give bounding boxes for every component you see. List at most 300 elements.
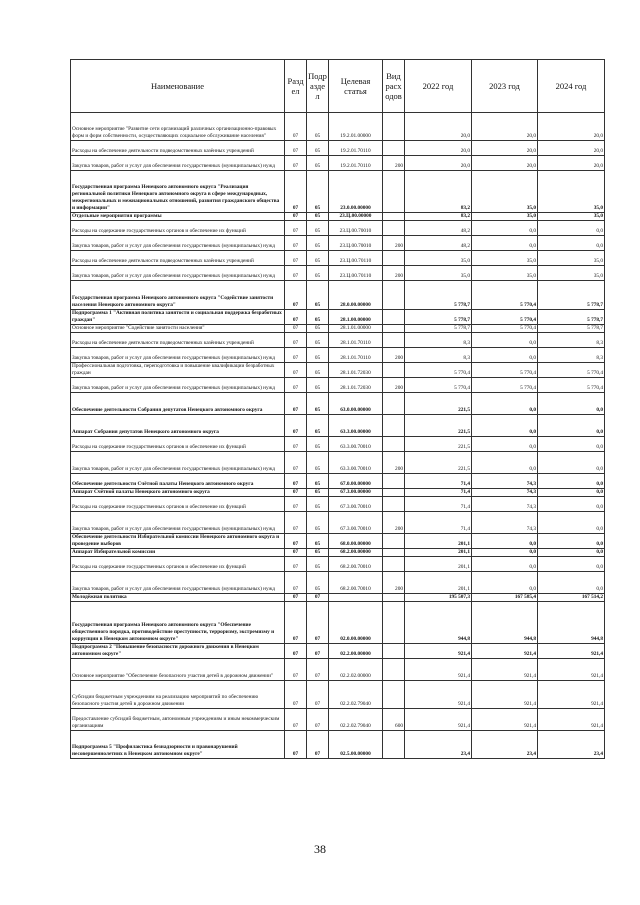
table-cell-razdel: 07 [285, 512, 307, 534]
table-cell-target: 28.1.01.00000 [329, 325, 383, 333]
table-cell-vid: 200 [383, 572, 405, 594]
table-cell-2024: 35,0 [538, 251, 605, 266]
table-cell-vid [383, 594, 405, 602]
table-cell-razdel: 07 [285, 437, 307, 452]
table-cell-podrazdel: 05 [307, 221, 329, 236]
table-cell-vid: 600 [383, 709, 405, 731]
table-cell-podrazdel: 07 [307, 602, 329, 644]
table-cell-razdel: 07 [285, 659, 307, 681]
header-2023: 2023 год [472, 60, 538, 113]
table-cell-2023: 0,0 [472, 437, 538, 452]
table-cell-2023: 5 770,4 [472, 310, 538, 325]
table-cell-target: 63.3.00.70010 [329, 437, 383, 452]
table-cell-vid [383, 557, 405, 572]
table-row [71, 363, 605, 378]
table-cell-target: 02.0.00.00000 [329, 602, 383, 644]
table-cell-2024: 0,0 [538, 489, 605, 497]
table-cell-2024: 921,4 [538, 659, 605, 681]
table-cell-name: Предоставление субсидий бюджетным, автономным учреждениям и иным некоммерческим организациям [71, 709, 285, 731]
table-cell-2022: 48,2 [405, 221, 472, 236]
table-row [71, 557, 605, 572]
table-cell-name: Подпрограмма 1 "Активная политика занятости и социальная поддержка безработных граждан" [71, 310, 285, 325]
table-cell-2022: 201,1 [405, 534, 472, 549]
table-row [71, 437, 605, 452]
table-cell-vid [383, 363, 405, 378]
table-cell-podrazdel: 05 [307, 171, 329, 213]
table-cell-podrazdel: 05 [307, 363, 329, 378]
table-cell-vid [383, 171, 405, 213]
table-row [71, 602, 605, 644]
table-cell-target: 28.1.01.70110 [329, 348, 383, 363]
table-cell-2023: 167 585,4 [472, 594, 538, 602]
table-cell-vid [383, 489, 405, 497]
table-cell-name: Профессиональная подготовка, переподготовка и повышение квалификации безработных граждан [71, 363, 285, 378]
table-cell-2023: 921,4 [472, 659, 538, 681]
table-cell-target: 23.Ц.00.70010 [329, 221, 383, 236]
table-cell-razdel: 07 [285, 156, 307, 171]
table-cell-2022: 8,3 [405, 333, 472, 348]
table-cell-podrazdel: 07 [307, 709, 329, 731]
table-cell-name: Расходы на обеспечение деятельности подведомственных казённых учреждений [71, 141, 285, 156]
table-cell-razdel: 07 [285, 113, 307, 141]
table-cell-vid [383, 310, 405, 325]
table-row [71, 333, 605, 348]
table-cell-podrazdel: 07 [307, 594, 329, 602]
table-cell-razdel: 07 [285, 474, 307, 489]
table-cell-2024: 20,0 [538, 113, 605, 141]
table-cell-2023: 921,4 [472, 681, 538, 709]
table-cell-razdel: 07 [285, 594, 307, 602]
table-cell-razdel: 07 [285, 171, 307, 213]
table-cell-vid [383, 497, 405, 512]
table-cell-vid: 200 [383, 512, 405, 534]
header-target: Целевая статья [329, 60, 383, 113]
table-cell-podrazdel: 05 [307, 549, 329, 557]
table-cell-vid: 200 [383, 266, 405, 281]
table-cell-name: Основное мероприятие "Обеспечение безопасного участия детей в дорожном движении" [71, 659, 285, 681]
table-cell-target: 02.2.00.00000 [329, 644, 383, 659]
table-cell-razdel: 07 [285, 236, 307, 251]
table-row [71, 113, 605, 141]
table-cell-2024: 35,0 [538, 213, 605, 221]
table-cell-podrazdel: 07 [307, 659, 329, 681]
table-cell-razdel: 07 [285, 452, 307, 474]
table-cell-2024: 167 514,2 [538, 594, 605, 602]
header-vid: Вид расх одов [383, 60, 405, 113]
table-cell-2022: 921,4 [405, 644, 472, 659]
table-cell-2023: 35,0 [472, 266, 538, 281]
table-cell-razdel: 07 [285, 310, 307, 325]
table-cell-podrazdel: 05 [307, 213, 329, 221]
table-cell-2023: 0,0 [472, 452, 538, 474]
table-cell-2024: 0,0 [538, 221, 605, 236]
table-cell-razdel: 07 [285, 363, 307, 378]
table-row [71, 474, 605, 489]
table-cell-podrazdel: 05 [307, 489, 329, 497]
table-cell-podrazdel: 05 [307, 281, 329, 310]
table-cell-podrazdel: 05 [307, 415, 329, 437]
table-row [71, 415, 605, 437]
table-cell-vid [383, 325, 405, 333]
table-cell-2024: 35,0 [538, 266, 605, 281]
table-cell-vid [383, 437, 405, 452]
table-row [71, 512, 605, 534]
table-cell-podrazdel: 05 [307, 251, 329, 266]
table-cell-vid: 200 [383, 348, 405, 363]
table-cell-name: Закупка товаров, работ и услуг для обеспечения государственных (муниципальных) нужд [71, 156, 285, 171]
table-cell-2023: 74,3 [472, 474, 538, 489]
table-cell-2023: 5 770,4 [472, 363, 538, 378]
table-cell-2023: 0,0 [472, 572, 538, 594]
table-cell-podrazdel: 07 [307, 731, 329, 759]
table-cell-target: 02.2.02.79040 [329, 709, 383, 731]
table-cell-razdel: 07 [285, 141, 307, 156]
table-cell-2023: 0,0 [472, 557, 538, 572]
table-row [71, 731, 605, 759]
table-cell-target [329, 594, 383, 602]
table-cell-2022: 221,5 [405, 437, 472, 452]
table-cell-2023: 921,4 [472, 709, 538, 731]
table-cell-2024: 5 778,7 [538, 325, 605, 333]
table-cell-vid [383, 213, 405, 221]
table-cell-razdel: 07 [285, 731, 307, 759]
table-cell-2024: 0,0 [538, 534, 605, 549]
table-cell-target: 67.3.00.00000 [329, 489, 383, 497]
table-cell-vid [383, 141, 405, 156]
table-cell-2022: 8,3 [405, 348, 472, 363]
table-cell-2024: 20,0 [538, 156, 605, 171]
table-cell-2023: 0,0 [472, 236, 538, 251]
table-cell-2023: 74,3 [472, 497, 538, 512]
table-cell-podrazdel: 05 [307, 236, 329, 251]
table-row [71, 644, 605, 659]
table-cell-2024: 921,4 [538, 709, 605, 731]
table-cell-2022: 944,8 [405, 602, 472, 644]
table-cell-vid [383, 549, 405, 557]
table-cell-2022: 20,0 [405, 113, 472, 141]
table-cell-name: Государственная программа Ненецкого автономного округа "Обеспечение общественного порядка, противодействие преступности, терроризму, экстремизму и коррупции в Ненецком автономном округе" [71, 602, 285, 644]
table-cell-2024: 0,0 [538, 497, 605, 512]
table-cell-target: 67.3.00.70010 [329, 512, 383, 534]
table-cell-2024: 921,4 [538, 644, 605, 659]
table-cell-name: Обеспечение деятельности Избирательной комиссии Ненецкого автономного округа и проведение выборов [71, 534, 285, 549]
table-cell-razdel: 07 [285, 489, 307, 497]
table-cell-2023: 74,3 [472, 512, 538, 534]
table-row [71, 572, 605, 594]
table-cell-razdel: 07 [285, 549, 307, 557]
table-cell-2022: 48,2 [405, 236, 472, 251]
table-row [71, 489, 605, 497]
table-cell-podrazdel: 05 [307, 572, 329, 594]
table-row [71, 310, 605, 325]
table-cell-podrazdel: 05 [307, 113, 329, 141]
table-cell-2024: 0,0 [538, 452, 605, 474]
table-cell-razdel: 07 [285, 572, 307, 594]
table-cell-razdel: 07 [285, 281, 307, 310]
table-cell-razdel: 07 [285, 393, 307, 415]
table-cell-target: 28.1.00.00000 [329, 310, 383, 325]
table-cell-2023: 35,0 [472, 251, 538, 266]
table-cell-2023: 0,0 [472, 333, 538, 348]
header-razdel: Разд ел [285, 60, 307, 113]
table-cell-vid: 200 [383, 236, 405, 251]
budget-table [70, 59, 605, 759]
table-cell-2022: 71,4 [405, 512, 472, 534]
header-2022: 2022 год [405, 60, 472, 113]
table-cell-vid: 200 [383, 378, 405, 393]
table-cell-2024: 8,3 [538, 333, 605, 348]
table-cell-vid [383, 659, 405, 681]
table-cell-2022: 221,5 [405, 452, 472, 474]
table-cell-2022: 20,0 [405, 141, 472, 156]
table-cell-name: Основное мероприятие "Содействие занятости населения" [71, 325, 285, 333]
table-cell-2023: 944,8 [472, 602, 538, 644]
table-cell-razdel: 07 [285, 681, 307, 709]
table-cell-podrazdel: 05 [307, 452, 329, 474]
table-cell-razdel: 07 [285, 557, 307, 572]
table-cell-name: Закупка товаров, работ и услуг для обеспечения государственных (муниципальных) нужд [71, 378, 285, 393]
table-cell-name: Основное мероприятие "Развитие сети организаций различных организационно-правовых форм и форм собственности, осуществляющих социальное обслуживание населения" [71, 113, 285, 141]
table-cell-2024: 5 770,4 [538, 378, 605, 393]
table-cell-name: Государственная программа Ненецкого автономного округа "Содействие занятости населения Ненецкого автономного округа" [71, 281, 285, 310]
table-cell-2023: 0,0 [472, 549, 538, 557]
table-cell-2023: 0,0 [472, 415, 538, 437]
table-cell-name: Государственная программа Ненецкого автономного округа "Реализация региональной политики Ненецкого автономного округа в сфере международных, межрегиональных и межнациональных отношений, развития гражданского общества и информации" [71, 171, 285, 213]
table-cell-target: 68.0.00.00000 [329, 534, 383, 549]
table-cell-name: Закупка товаров, работ и услуг для обеспечения государственных (муниципальных) нужд [71, 236, 285, 251]
table-cell-2023: 0,0 [472, 534, 538, 549]
table-cell-podrazdel: 05 [307, 156, 329, 171]
table-cell-podrazdel: 05 [307, 378, 329, 393]
table-body [71, 113, 605, 759]
page-number: 38 [314, 842, 326, 856]
table-cell-razdel: 07 [285, 415, 307, 437]
table-cell-name: Подпрограмма 2 "Повышение безопасности дорожного движения в Ненецком автономном округе" [71, 644, 285, 659]
table-cell-razdel: 07 [285, 497, 307, 512]
table-cell-2023: 5 770,4 [472, 378, 538, 393]
table-cell-name: Обеспечение деятельности Собрания депутатов Ненецкого автономного округа [71, 393, 285, 415]
table-cell-2022: 83,2 [405, 171, 472, 213]
table-cell-razdel: 07 [285, 221, 307, 236]
table-cell-target: 68.2.00.70010 [329, 572, 383, 594]
table-cell-2022: 5 778,7 [405, 325, 472, 333]
table-cell-target: 68.2.00.70010 [329, 557, 383, 572]
table-cell-podrazdel: 05 [307, 325, 329, 333]
table-cell-2022: 195 507,3 [405, 594, 472, 602]
table-row [71, 221, 605, 236]
table-cell-2022: 921,4 [405, 659, 472, 681]
table-cell-target: 28.1.01.72030 [329, 378, 383, 393]
table-cell-2024: 5 778,7 [538, 310, 605, 325]
table-cell-name: Подпрограмма 5 "Профилактика безнадзорности и правонарушений несовершеннолетних в Ненецком автономном округе" [71, 731, 285, 759]
table-cell-target: 63.3.00.00000 [329, 415, 383, 437]
table-cell-2022: 71,4 [405, 489, 472, 497]
table-cell-vid [383, 602, 405, 644]
table-cell-podrazdel: 05 [307, 393, 329, 415]
table-cell-2022: 83,2 [405, 213, 472, 221]
table-cell-target: 19.2.01.70110 [329, 156, 383, 171]
table-cell-2024: 0,0 [538, 393, 605, 415]
table-cell-name: Закупка товаров, работ и услуг для обеспечения государственных (муниципальных) нужд [71, 452, 285, 474]
table-row [71, 266, 605, 281]
table-cell-2024: 23,4 [538, 731, 605, 759]
table-cell-name: Расходы на содержание государственных органов и обеспечение их функций [71, 497, 285, 512]
table-row [71, 213, 605, 221]
table-cell-2023: 35,0 [472, 213, 538, 221]
table-cell-2022: 5 778,7 [405, 281, 472, 310]
table-cell-name: Расходы на содержание государственных органов и обеспечение их функций [71, 221, 285, 236]
table-cell-2024: 5 778,7 [538, 281, 605, 310]
table-cell-2022: 71,4 [405, 474, 472, 489]
table-cell-razdel: 07 [285, 266, 307, 281]
table-cell-podrazdel: 05 [307, 512, 329, 534]
table-cell-2023: 20,0 [472, 141, 538, 156]
table-cell-name: Расходы на обеспечение деятельности подведомственных казённых учреждений [71, 251, 285, 266]
table-cell-2023: 0,0 [472, 221, 538, 236]
table-cell-2022: 221,5 [405, 393, 472, 415]
table-cell-name: Отдельные мероприятия программы [71, 213, 285, 221]
table-cell-podrazdel: 05 [307, 557, 329, 572]
table-cell-2022: 921,4 [405, 709, 472, 731]
table-cell-target: 23.Ц.00.70010 [329, 236, 383, 251]
table-cell-razdel: 07 [285, 325, 307, 333]
table-cell-podrazdel: 05 [307, 266, 329, 281]
table-cell-vid [383, 281, 405, 310]
table-cell-2023: 74,3 [472, 489, 538, 497]
table-cell-podrazdel: 05 [307, 474, 329, 489]
table-cell-name: Аппарат Избирательной комиссии [71, 549, 285, 557]
table-cell-2024: 921,4 [538, 681, 605, 709]
table-cell-2022: 201,1 [405, 549, 472, 557]
table-cell-vid [383, 415, 405, 437]
table-cell-name: Аппарат Счётной палаты Ненецкого автономного округа [71, 489, 285, 497]
table-cell-2022: 35,0 [405, 251, 472, 266]
table-cell-2024: 0,0 [538, 512, 605, 534]
table-cell-target: 23.Ц.00.70110 [329, 251, 383, 266]
table-cell-2023: 23,4 [472, 731, 538, 759]
table-cell-vid [383, 731, 405, 759]
table-cell-podrazdel: 05 [307, 310, 329, 325]
table-row [71, 709, 605, 731]
table-cell-vid [383, 644, 405, 659]
table-cell-vid [383, 393, 405, 415]
table-cell-target: 67.3.00.70010 [329, 497, 383, 512]
table-cell-target: 28.0.00.00000 [329, 281, 383, 310]
table-header-row [71, 60, 605, 113]
table-cell-2022: 921,4 [405, 681, 472, 709]
table-cell-target: 02.5.00.00000 [329, 731, 383, 759]
table-cell-2024: 0,0 [538, 549, 605, 557]
table-row [71, 171, 605, 213]
table-cell-vid: 200 [383, 156, 405, 171]
table-row [71, 251, 605, 266]
table-cell-target: 23.Ц.00.00000 [329, 213, 383, 221]
table-cell-razdel: 07 [285, 251, 307, 266]
table-cell-name: Расходы на содержание государственных органов и обеспечение их функций [71, 437, 285, 452]
header-name: Наименование [71, 60, 285, 113]
table-row [71, 378, 605, 393]
table-row [71, 452, 605, 474]
table-cell-podrazdel: 07 [307, 644, 329, 659]
table-row [71, 549, 605, 557]
table-cell-podrazdel: 05 [307, 497, 329, 512]
table-cell-podrazdel: 05 [307, 534, 329, 549]
table-cell-target: 23.Ц.00.70110 [329, 266, 383, 281]
table-cell-target: 67.0.00.00000 [329, 474, 383, 489]
table-cell-2023: 0,0 [472, 348, 538, 363]
table-row [71, 348, 605, 363]
table-cell-2023: 5 770,4 [472, 325, 538, 333]
table-cell-razdel: 07 [285, 378, 307, 393]
table-cell-podrazdel: 05 [307, 348, 329, 363]
table-cell-2022: 201,1 [405, 572, 472, 594]
table-cell-2024: 0,0 [538, 437, 605, 452]
table-cell-target: 02.2.02.79040 [329, 681, 383, 709]
table-cell-vid [383, 251, 405, 266]
table-cell-2023: 921,4 [472, 644, 538, 659]
table-cell-name: Расходы на обеспечение деятельности подведомственных казённых учреждений [71, 333, 285, 348]
table-cell-target: 19.2.01.70110 [329, 141, 383, 156]
table-cell-razdel: 07 [285, 213, 307, 221]
table-cell-2024: 35,0 [538, 171, 605, 213]
table-cell-2024: 944,8 [538, 602, 605, 644]
header-podrazdel: Подр азде л [307, 60, 329, 113]
table-cell-name: Закупка товаров, работ и услуг для обеспечения государственных (муниципальных) нужд [71, 512, 285, 534]
table-cell-podrazdel: 05 [307, 437, 329, 452]
table-cell-2023: 20,0 [472, 156, 538, 171]
table-row [71, 659, 605, 681]
header-2024: 2024 год [538, 60, 605, 113]
table-cell-2024: 0,0 [538, 572, 605, 594]
table-cell-razdel: 07 [285, 348, 307, 363]
table-cell-podrazdel: 07 [307, 681, 329, 709]
table-cell-2024: 0,0 [538, 557, 605, 572]
table-cell-2023: 20,0 [472, 113, 538, 141]
table-cell-2024: 8,3 [538, 348, 605, 363]
table-cell-2022: 35,0 [405, 266, 472, 281]
table-cell-name: Обеспечение деятельности Счётной палаты Ненецкого автономного округа [71, 474, 285, 489]
table-cell-vid [383, 681, 405, 709]
table-cell-target: 63.3.00.70010 [329, 452, 383, 474]
table-cell-name: Закупка товаров, работ и услуг для обеспечения государственных (муниципальных) нужд [71, 266, 285, 281]
table-cell-2022: 5 770,4 [405, 378, 472, 393]
table-cell-name: Закупка товаров, работ и услуг для обеспечения государственных (муниципальных) нужд [71, 348, 285, 363]
table-cell-vid: 200 [383, 452, 405, 474]
table-cell-2022: 5 770,4 [405, 363, 472, 378]
table-cell-target: 63.0.00.00000 [329, 393, 383, 415]
table-cell-target: 19.2.01.00000 [329, 113, 383, 141]
table-cell-target: 02.2.02.00000 [329, 659, 383, 681]
table-cell-2022: 201,1 [405, 557, 472, 572]
table-cell-target: 28.1.01.70110 [329, 333, 383, 348]
table-cell-vid [383, 534, 405, 549]
table-row [71, 236, 605, 251]
table-cell-2024: 0,0 [538, 474, 605, 489]
table-cell-razdel: 07 [285, 602, 307, 644]
table-cell-2023: 35,0 [472, 171, 538, 213]
table-cell-2024: 0,0 [538, 415, 605, 437]
table-cell-2022: 20,0 [405, 156, 472, 171]
table-cell-name: Субсидии бюджетным учреждениям на реализацию мероприятий по обеспечению безопасного участия детей в дорожном движении [71, 681, 285, 709]
table-cell-2024: 20,0 [538, 141, 605, 156]
table-cell-2023: 5 770,4 [472, 281, 538, 310]
table-cell-2022: 23,4 [405, 731, 472, 759]
table-cell-razdel: 07 [285, 709, 307, 731]
table-row [71, 325, 605, 333]
table-cell-razdel: 07 [285, 534, 307, 549]
table-cell-vid [383, 474, 405, 489]
table-row [71, 281, 605, 310]
